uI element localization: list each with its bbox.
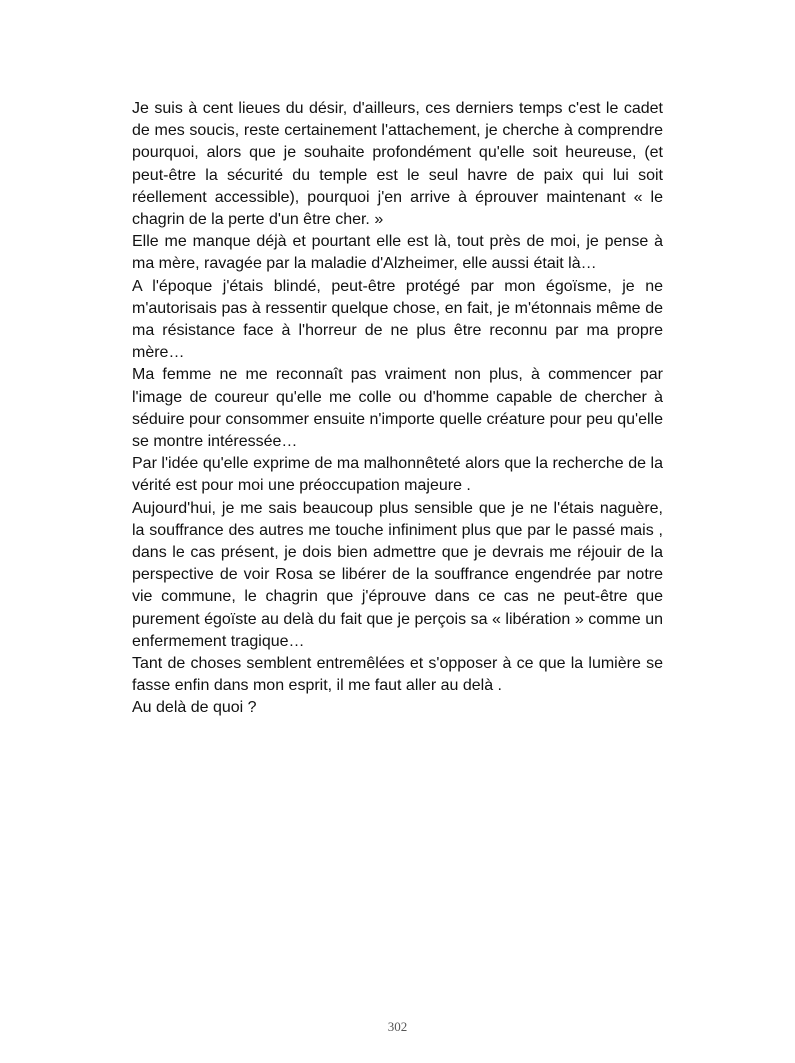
body-text: [132, 98, 663, 720]
paragraph-1: Je suis à cent lieues du désir, d'ailleurs, ces derniers temps c'est le cadet de mes soucis, reste certainement l'attachement, je cherche à comprendre pourquoi, alors que je souhaite profondément qu'elle soit heureuse, (et peut-être la sécurité du temple est le seul havre de paix qui lui soit réellement accessible), pourquoi j'en arrive à éprouver maintenant « le chagrin de la perte d'un être cher. »: [132, 100, 663, 229]
paragraph-6: Aujourd'hui, je me sais beaucoup plus sensible que je ne l'étais naguère, la souffrance des autres me touche infiniment plus que par le passé mais , dans le cas présent, je dois bien admettre que je devrais me réjouir de la perspective de voir Rosa se libérer de la souffrance engendrée par notre vie commune, le chagrin que j'éprouve dans ce cas ne peut-être que purement égoïste au delà du fait que je perçois sa « libération » comme un enfermement tragique…: [132, 499, 663, 650]
paragraph-2: Elle me manque déjà et pourtant elle est là, tout près de moi, je pense à ma mère, ravagée par la maladie d'Alzheimer, elle aussi était là…: [132, 233, 663, 273]
paragraph-3: A l'époque j'étais blindé, peut-être protégé par mon égoïsme, je ne m'autorisais pas à ressentir quelque chose, en fait, je m'étonnais même de ma résistance face à l'horreur de ne plus être reconnu par ma propre mère…: [132, 277, 663, 362]
paragraph-8: Au delà de quoi ?: [132, 699, 257, 717]
paragraph-4: Ma femme ne me reconnaît pas vraiment non plus, à commencer par l'image de coureur qu'elle me colle ou d'homme capable de chercher à séduire pour consommer ensuite n'importe quelle créature pour peu qu'elle se montre intéressée…: [132, 366, 663, 451]
page-number: 302: [387, 1019, 408, 1034]
paragraph-5: Par l'idée qu'elle exprime de ma malhonnêteté alors que la recherche de la vérité est pour moi une préoccupation majeure .: [132, 455, 663, 495]
paragraph-7: Tant de choses semblent entremêlées et s'opposer à ce que la lumière se fasse enfin dans mon esprit, il me faut aller au delà .: [132, 655, 663, 695]
